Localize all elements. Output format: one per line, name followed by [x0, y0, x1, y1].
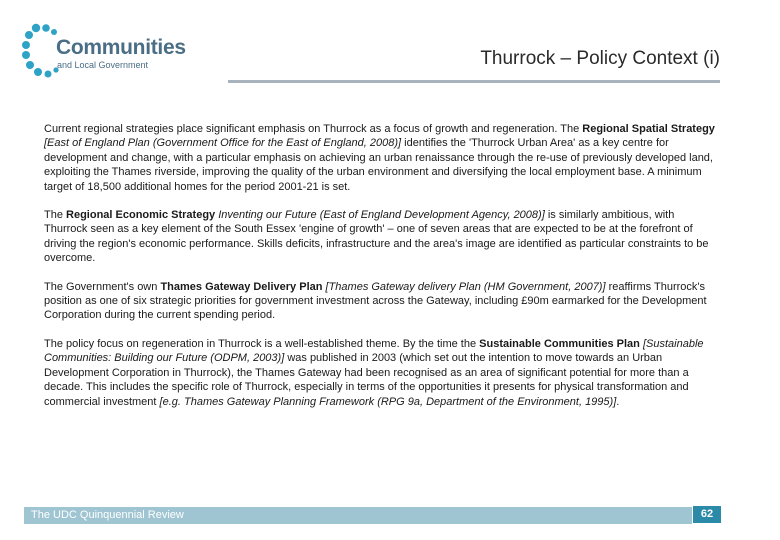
citation: [Thames Gateway delivery Plan (HM Government, 2007)]	[322, 280, 606, 293]
paragraph-regional-economic-strategy	[44, 208, 720, 266]
bold-term: Thames Gateway Delivery Plan	[160, 280, 323, 293]
paragraph-regional-spatial-strategy	[44, 122, 720, 194]
bold-term: Regional Economic Strategy	[66, 209, 216, 222]
paragraph-text: The policy focus on regeneration in Thurrock is a well-established theme. By the time the	[44, 337, 480, 350]
paragraph-text: The Government's own	[44, 280, 161, 293]
bold-term: Regional Spatial Strategy	[582, 123, 715, 135]
paragraph-sustainable-communities	[44, 337, 720, 409]
paragraph-text: .	[616, 395, 620, 408]
logo-subtitle: and Local Government	[57, 60, 149, 70]
paragraph-thames-gateway	[44, 280, 720, 323]
paragraph-text: reaffirms Thurrock's position as one of six strategic priorities for government investment across the Gateway, including £90m earmarked for the Development Corporation during the current spending period.	[44, 280, 707, 322]
footer-title: The UDC Quinquennial Review	[31, 509, 184, 521]
page-title: Thurrock – Policy Context (i)	[480, 48, 720, 69]
paragraph-text: The	[44, 209, 67, 222]
page-number: 62	[692, 505, 722, 524]
citation: [East of England Plan (Government Office for the East of England, 2008)]	[44, 137, 402, 150]
citation: [Sustainable Communities: Building our Future (ODPM, 2003)]	[44, 337, 704, 365]
citation: [e.g. Thames Gateway Planning Framework (RPG 9a, Department of the Environment, 1995)]	[159, 395, 617, 408]
communities-logo	[22, 20, 212, 84]
title-divider	[228, 80, 720, 83]
paragraph-text: was published in 2003 (which set out the intention to move towards an Urban Development Corporation in Thurrock), the Thames Gateway had been recognised as an area of significant potential for more than a decade. This includes the specific role of Thurrock, especially in terms of the opportunities it presents for physical transformation and commercial investment	[44, 352, 689, 408]
paragraph-text: Current regional strategies place significant emphasis on Thurrock as a focus of growth and regeneration. The	[44, 123, 583, 135]
citation: Inventing our Future (East of England Development Agency, 2008)]	[215, 209, 545, 222]
paragraph-text: identifies the 'Thurrock Urban Area' as a key centre for development and change, with a particular emphasis on achieving an urban renaissance through the re-use of previously developed land, exploiting the Thames riverside, improving the quality of the urban environment and diversifying the local employment base. A minimum target of 18,500 additional homes for the period 2001-21 is set.	[44, 137, 713, 193]
logo-wordmark: Communities	[56, 36, 186, 59]
body-text	[44, 122, 720, 423]
paragraph-text: is similarly ambitious, with Thurrock seen as a key element of the South Essex 'engine of growth' – one of seven areas that are expected to be at the forefront of driving the region's economic performance. Skills deficits, infrastructure and the area's image are identified as particular constraints to be overcome.	[44, 209, 709, 265]
footer-bar	[24, 507, 692, 524]
bold-term: Sustainable Communities Plan	[479, 337, 640, 350]
